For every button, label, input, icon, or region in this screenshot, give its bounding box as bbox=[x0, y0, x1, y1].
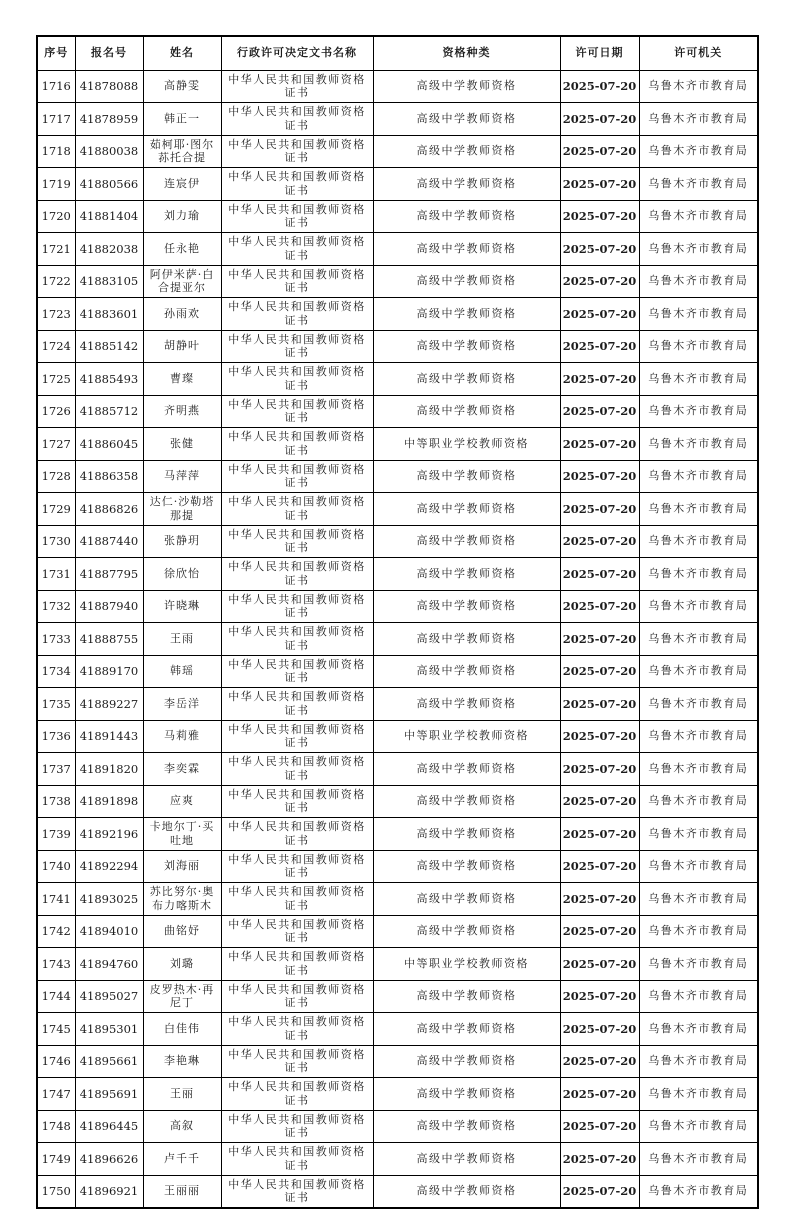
cell-registration-number: 41885493 bbox=[75, 363, 143, 396]
cell-person-name: 马萍萍 bbox=[143, 460, 221, 493]
cell-registration-number: 41893025 bbox=[75, 883, 143, 916]
cell-serial-number: 1732 bbox=[37, 590, 75, 623]
cell-registration-number: 41895691 bbox=[75, 1078, 143, 1111]
table-body bbox=[37, 70, 758, 1208]
cell-document-name: 中华人民共和国教师资格证书 bbox=[221, 330, 373, 363]
cell-license-date: 2025-07-20 bbox=[560, 265, 639, 298]
cell-qualification-type: 高级中学教师资格 bbox=[373, 1078, 560, 1111]
cell-qualification-type: 高级中学教师资格 bbox=[373, 655, 560, 688]
cell-registration-number: 41882038 bbox=[75, 233, 143, 266]
cell-license-date: 2025-07-20 bbox=[560, 753, 639, 786]
cell-registration-number: 41896445 bbox=[75, 1110, 143, 1143]
cell-document-name: 中华人民共和国教师资格证书 bbox=[221, 1175, 373, 1208]
cell-person-name: 韩瑶 bbox=[143, 655, 221, 688]
cell-qualification-type: 高级中学教师资格 bbox=[373, 785, 560, 818]
cell-serial-number: 1716 bbox=[37, 70, 75, 103]
cell-document-name: 中华人民共和国教师资格证书 bbox=[221, 103, 373, 136]
cell-serial-number: 1717 bbox=[37, 103, 75, 136]
cell-person-name: 李艳琳 bbox=[143, 1045, 221, 1078]
cell-license-date: 2025-07-20 bbox=[560, 623, 639, 656]
cell-registration-number: 41896626 bbox=[75, 1143, 143, 1176]
cell-registration-number: 41878959 bbox=[75, 103, 143, 136]
cell-document-name: 中华人民共和国教师资格证书 bbox=[221, 558, 373, 591]
cell-license-date: 2025-07-20 bbox=[560, 233, 639, 266]
cell-license-date: 2025-07-20 bbox=[560, 395, 639, 428]
cell-person-name: 皮罗热木·再尼丁 bbox=[143, 980, 221, 1013]
cell-person-name: 李岳洋 bbox=[143, 688, 221, 721]
cell-qualification-type: 高级中学教师资格 bbox=[373, 395, 560, 428]
cell-qualification-type: 高级中学教师资格 bbox=[373, 850, 560, 883]
cell-license-authority: 乌鲁木齐市教育局 bbox=[639, 493, 758, 526]
cell-person-name: 应爽 bbox=[143, 785, 221, 818]
cell-serial-number: 1736 bbox=[37, 720, 75, 753]
cell-qualification-type: 高级中学教师资格 bbox=[373, 915, 560, 948]
cell-registration-number: 41886045 bbox=[75, 428, 143, 461]
cell-person-name: 茹柯耶·图尔荪托合提 bbox=[143, 135, 221, 168]
column-header: 资格种类 bbox=[373, 36, 560, 70]
cell-person-name: 卡地尔丁·买吐地 bbox=[143, 818, 221, 851]
cell-registration-number: 41895661 bbox=[75, 1045, 143, 1078]
cell-person-name: 韩正一 bbox=[143, 103, 221, 136]
cell-registration-number: 41885712 bbox=[75, 395, 143, 428]
cell-document-name: 中华人民共和国教师资格证书 bbox=[221, 200, 373, 233]
table-row bbox=[37, 70, 758, 103]
table-row bbox=[37, 168, 758, 201]
cell-document-name: 中华人民共和国教师资格证书 bbox=[221, 1078, 373, 1111]
cell-license-date: 2025-07-20 bbox=[560, 915, 639, 948]
cell-serial-number: 1745 bbox=[37, 1013, 75, 1046]
cell-serial-number: 1718 bbox=[37, 135, 75, 168]
cell-qualification-type: 高级中学教师资格 bbox=[373, 233, 560, 266]
cell-qualification-type: 高级中学教师资格 bbox=[373, 525, 560, 558]
table-row bbox=[37, 1175, 758, 1208]
cell-serial-number: 1734 bbox=[37, 655, 75, 688]
table-row bbox=[37, 298, 758, 331]
cell-license-date: 2025-07-20 bbox=[560, 493, 639, 526]
cell-registration-number: 41883105 bbox=[75, 265, 143, 298]
cell-document-name: 中华人民共和国教师资格证书 bbox=[221, 850, 373, 883]
cell-serial-number: 1737 bbox=[37, 753, 75, 786]
cell-person-name: 刘力瑜 bbox=[143, 200, 221, 233]
cell-qualification-type: 高级中学教师资格 bbox=[373, 753, 560, 786]
cell-license-date: 2025-07-20 bbox=[560, 460, 639, 493]
cell-document-name: 中华人民共和国教师资格证书 bbox=[221, 655, 373, 688]
cell-registration-number: 41894010 bbox=[75, 915, 143, 948]
cell-registration-number: 41880038 bbox=[75, 135, 143, 168]
cell-qualification-type: 高级中学教师资格 bbox=[373, 460, 560, 493]
cell-person-name: 许晓琳 bbox=[143, 590, 221, 623]
cell-person-name: 曹璨 bbox=[143, 363, 221, 396]
cell-license-date: 2025-07-20 bbox=[560, 428, 639, 461]
cell-document-name: 中华人民共和国教师资格证书 bbox=[221, 590, 373, 623]
column-header: 许可日期 bbox=[560, 36, 639, 70]
cell-license-authority: 乌鲁木齐市教育局 bbox=[639, 590, 758, 623]
cell-serial-number: 1749 bbox=[37, 1143, 75, 1176]
table-row bbox=[37, 460, 758, 493]
cell-document-name: 中华人民共和国教师资格证书 bbox=[221, 233, 373, 266]
cell-license-date: 2025-07-20 bbox=[560, 590, 639, 623]
cell-registration-number: 41889170 bbox=[75, 655, 143, 688]
cell-serial-number: 1731 bbox=[37, 558, 75, 591]
cell-license-authority: 乌鲁木齐市教育局 bbox=[639, 883, 758, 916]
cell-person-name: 白佳伟 bbox=[143, 1013, 221, 1046]
cell-license-date: 2025-07-20 bbox=[560, 720, 639, 753]
cell-qualification-type: 高级中学教师资格 bbox=[373, 135, 560, 168]
cell-document-name: 中华人民共和国教师资格证书 bbox=[221, 70, 373, 103]
cell-qualification-type: 高级中学教师资格 bbox=[373, 818, 560, 851]
cell-qualification-type: 高级中学教师资格 bbox=[373, 688, 560, 721]
cell-serial-number: 1726 bbox=[37, 395, 75, 428]
license-table bbox=[36, 35, 759, 1209]
cell-registration-number: 41895027 bbox=[75, 980, 143, 1013]
table-row bbox=[37, 1078, 758, 1111]
cell-license-authority: 乌鲁木齐市教育局 bbox=[639, 915, 758, 948]
cell-registration-number: 41891820 bbox=[75, 753, 143, 786]
cell-document-name: 中华人民共和国教师资格证书 bbox=[221, 948, 373, 981]
cell-person-name: 张健 bbox=[143, 428, 221, 461]
cell-license-date: 2025-07-20 bbox=[560, 785, 639, 818]
cell-license-authority: 乌鲁木齐市教育局 bbox=[639, 525, 758, 558]
cell-document-name: 中华人民共和国教师资格证书 bbox=[221, 720, 373, 753]
cell-document-name: 中华人民共和国教师资格证书 bbox=[221, 265, 373, 298]
cell-document-name: 中华人民共和国教师资格证书 bbox=[221, 395, 373, 428]
cell-serial-number: 1747 bbox=[37, 1078, 75, 1111]
cell-person-name: 曲铭妤 bbox=[143, 915, 221, 948]
column-header: 行政许可决定文书名称 bbox=[221, 36, 373, 70]
cell-license-authority: 乌鲁木齐市教育局 bbox=[639, 720, 758, 753]
cell-qualification-type: 中等职业学校教师资格 bbox=[373, 428, 560, 461]
table-row bbox=[37, 1143, 758, 1176]
cell-license-authority: 乌鲁木齐市教育局 bbox=[639, 168, 758, 201]
table-row bbox=[37, 915, 758, 948]
cell-license-authority: 乌鲁木齐市教育局 bbox=[639, 850, 758, 883]
cell-document-name: 中华人民共和国教师资格证书 bbox=[221, 168, 373, 201]
cell-document-name: 中华人民共和国教师资格证书 bbox=[221, 298, 373, 331]
table-row bbox=[37, 980, 758, 1013]
cell-license-date: 2025-07-20 bbox=[560, 948, 639, 981]
table-row bbox=[37, 1045, 758, 1078]
cell-person-name: 齐明燕 bbox=[143, 395, 221, 428]
cell-document-name: 中华人民共和国教师资格证书 bbox=[221, 785, 373, 818]
table-row bbox=[37, 753, 758, 786]
cell-registration-number: 41885142 bbox=[75, 330, 143, 363]
cell-registration-number: 41896921 bbox=[75, 1175, 143, 1208]
cell-license-authority: 乌鲁木齐市教育局 bbox=[639, 103, 758, 136]
table-row bbox=[37, 720, 758, 753]
cell-license-authority: 乌鲁木齐市教育局 bbox=[639, 1175, 758, 1208]
cell-license-date: 2025-07-20 bbox=[560, 298, 639, 331]
cell-registration-number: 41886358 bbox=[75, 460, 143, 493]
cell-document-name: 中华人民共和国教师资格证书 bbox=[221, 883, 373, 916]
cell-document-name: 中华人民共和国教师资格证书 bbox=[221, 363, 373, 396]
cell-serial-number: 1744 bbox=[37, 980, 75, 1013]
cell-serial-number: 1746 bbox=[37, 1045, 75, 1078]
cell-qualification-type: 高级中学教师资格 bbox=[373, 330, 560, 363]
cell-registration-number: 41887940 bbox=[75, 590, 143, 623]
cell-document-name: 中华人民共和国教师资格证书 bbox=[221, 1013, 373, 1046]
cell-serial-number: 1725 bbox=[37, 363, 75, 396]
cell-license-authority: 乌鲁木齐市教育局 bbox=[639, 688, 758, 721]
cell-document-name: 中华人民共和国教师资格证书 bbox=[221, 915, 373, 948]
cell-license-authority: 乌鲁木齐市教育局 bbox=[639, 1143, 758, 1176]
cell-license-authority: 乌鲁木齐市教育局 bbox=[639, 395, 758, 428]
cell-license-authority: 乌鲁木齐市教育局 bbox=[639, 363, 758, 396]
cell-person-name: 王丽丽 bbox=[143, 1175, 221, 1208]
table-row bbox=[37, 818, 758, 851]
cell-license-authority: 乌鲁木齐市教育局 bbox=[639, 818, 758, 851]
cell-license-authority: 乌鲁木齐市教育局 bbox=[639, 948, 758, 981]
cell-license-date: 2025-07-20 bbox=[560, 688, 639, 721]
cell-serial-number: 1729 bbox=[37, 493, 75, 526]
cell-serial-number: 1750 bbox=[37, 1175, 75, 1208]
table-row bbox=[37, 688, 758, 721]
cell-person-name: 王丽 bbox=[143, 1078, 221, 1111]
cell-license-date: 2025-07-20 bbox=[560, 818, 639, 851]
cell-qualification-type: 高级中学教师资格 bbox=[373, 1110, 560, 1143]
cell-person-name: 李奕霖 bbox=[143, 753, 221, 786]
cell-document-name: 中华人民共和国教师资格证书 bbox=[221, 1110, 373, 1143]
cell-license-date: 2025-07-20 bbox=[560, 363, 639, 396]
table-row bbox=[37, 135, 758, 168]
table-row bbox=[37, 785, 758, 818]
cell-serial-number: 1739 bbox=[37, 818, 75, 851]
cell-license-authority: 乌鲁木齐市教育局 bbox=[639, 70, 758, 103]
table-row bbox=[37, 363, 758, 396]
table-row bbox=[37, 200, 758, 233]
cell-document-name: 中华人民共和国教师资格证书 bbox=[221, 1045, 373, 1078]
table-row bbox=[37, 103, 758, 136]
cell-license-date: 2025-07-20 bbox=[560, 168, 639, 201]
cell-person-name: 达仁·沙勒塔那提 bbox=[143, 493, 221, 526]
column-header: 许可机关 bbox=[639, 36, 758, 70]
cell-serial-number: 1742 bbox=[37, 915, 75, 948]
cell-person-name: 孙雨欢 bbox=[143, 298, 221, 331]
cell-license-date: 2025-07-20 bbox=[560, 1175, 639, 1208]
cell-license-authority: 乌鲁木齐市教育局 bbox=[639, 1013, 758, 1046]
cell-license-authority: 乌鲁木齐市教育局 bbox=[639, 1078, 758, 1111]
cell-license-date: 2025-07-20 bbox=[560, 525, 639, 558]
cell-document-name: 中华人民共和国教师资格证书 bbox=[221, 525, 373, 558]
cell-license-authority: 乌鲁木齐市教育局 bbox=[639, 655, 758, 688]
table-row bbox=[37, 233, 758, 266]
cell-registration-number: 41891443 bbox=[75, 720, 143, 753]
cell-serial-number: 1720 bbox=[37, 200, 75, 233]
cell-person-name: 徐欣怡 bbox=[143, 558, 221, 591]
cell-serial-number: 1730 bbox=[37, 525, 75, 558]
cell-license-date: 2025-07-20 bbox=[560, 850, 639, 883]
cell-serial-number: 1740 bbox=[37, 850, 75, 883]
table-row bbox=[37, 883, 758, 916]
column-header: 序号 bbox=[37, 36, 75, 70]
cell-license-date: 2025-07-20 bbox=[560, 1110, 639, 1143]
table-row bbox=[37, 265, 758, 298]
cell-person-name: 苏比努尔·奥布力喀斯木 bbox=[143, 883, 221, 916]
cell-qualification-type: 高级中学教师资格 bbox=[373, 298, 560, 331]
cell-license-date: 2025-07-20 bbox=[560, 200, 639, 233]
cell-license-authority: 乌鲁木齐市教育局 bbox=[639, 558, 758, 591]
header-row bbox=[37, 36, 758, 70]
cell-document-name: 中华人民共和国教师资格证书 bbox=[221, 623, 373, 656]
cell-license-date: 2025-07-20 bbox=[560, 883, 639, 916]
cell-person-name: 卢千千 bbox=[143, 1143, 221, 1176]
table-row bbox=[37, 948, 758, 981]
cell-serial-number: 1724 bbox=[37, 330, 75, 363]
cell-license-authority: 乌鲁木齐市教育局 bbox=[639, 1045, 758, 1078]
cell-registration-number: 41878088 bbox=[75, 70, 143, 103]
cell-qualification-type: 高级中学教师资格 bbox=[373, 883, 560, 916]
cell-person-name: 马莉雅 bbox=[143, 720, 221, 753]
cell-person-name: 胡静叶 bbox=[143, 330, 221, 363]
cell-license-date: 2025-07-20 bbox=[560, 1143, 639, 1176]
cell-registration-number: 41892294 bbox=[75, 850, 143, 883]
cell-qualification-type: 中等职业学校教师资格 bbox=[373, 720, 560, 753]
cell-document-name: 中华人民共和国教师资格证书 bbox=[221, 753, 373, 786]
table-row bbox=[37, 428, 758, 461]
cell-person-name: 张静玥 bbox=[143, 525, 221, 558]
cell-serial-number: 1722 bbox=[37, 265, 75, 298]
cell-license-date: 2025-07-20 bbox=[560, 1078, 639, 1111]
cell-license-date: 2025-07-20 bbox=[560, 1045, 639, 1078]
cell-qualification-type: 高级中学教师资格 bbox=[373, 1045, 560, 1078]
table-row bbox=[37, 558, 758, 591]
cell-qualification-type: 高级中学教师资格 bbox=[373, 168, 560, 201]
cell-qualification-type: 高级中学教师资格 bbox=[373, 265, 560, 298]
cell-license-date: 2025-07-20 bbox=[560, 655, 639, 688]
cell-license-date: 2025-07-20 bbox=[560, 1013, 639, 1046]
cell-qualification-type: 高级中学教师资格 bbox=[373, 1175, 560, 1208]
cell-registration-number: 41888755 bbox=[75, 623, 143, 656]
cell-qualification-type: 中等职业学校教师资格 bbox=[373, 948, 560, 981]
cell-serial-number: 1719 bbox=[37, 168, 75, 201]
cell-document-name: 中华人民共和国教师资格证书 bbox=[221, 460, 373, 493]
table-row bbox=[37, 493, 758, 526]
cell-person-name: 连宸伊 bbox=[143, 168, 221, 201]
cell-registration-number: 41891898 bbox=[75, 785, 143, 818]
cell-license-authority: 乌鲁木齐市教育局 bbox=[639, 623, 758, 656]
cell-person-name: 刘璐 bbox=[143, 948, 221, 981]
table-row bbox=[37, 1110, 758, 1143]
cell-license-date: 2025-07-20 bbox=[560, 980, 639, 1013]
cell-license-authority: 乌鲁木齐市教育局 bbox=[639, 753, 758, 786]
cell-license-date: 2025-07-20 bbox=[560, 70, 639, 103]
cell-serial-number: 1721 bbox=[37, 233, 75, 266]
cell-document-name: 中华人民共和国教师资格证书 bbox=[221, 818, 373, 851]
cell-license-authority: 乌鲁木齐市教育局 bbox=[639, 980, 758, 1013]
cell-serial-number: 1741 bbox=[37, 883, 75, 916]
cell-document-name: 中华人民共和国教师资格证书 bbox=[221, 688, 373, 721]
cell-license-date: 2025-07-20 bbox=[560, 330, 639, 363]
cell-serial-number: 1728 bbox=[37, 460, 75, 493]
column-header: 报名号 bbox=[75, 36, 143, 70]
cell-qualification-type: 高级中学教师资格 bbox=[373, 558, 560, 591]
cell-registration-number: 41883601 bbox=[75, 298, 143, 331]
cell-registration-number: 41887440 bbox=[75, 525, 143, 558]
cell-license-authority: 乌鲁木齐市教育局 bbox=[639, 298, 758, 331]
cell-registration-number: 41881404 bbox=[75, 200, 143, 233]
table-row bbox=[37, 1013, 758, 1046]
cell-license-authority: 乌鲁木齐市教育局 bbox=[639, 135, 758, 168]
cell-license-authority: 乌鲁木齐市教育局 bbox=[639, 265, 758, 298]
cell-license-authority: 乌鲁木齐市教育局 bbox=[639, 330, 758, 363]
cell-license-authority: 乌鲁木齐市教育局 bbox=[639, 1110, 758, 1143]
cell-license-authority: 乌鲁木齐市教育局 bbox=[639, 785, 758, 818]
column-header: 姓名 bbox=[143, 36, 221, 70]
cell-serial-number: 1727 bbox=[37, 428, 75, 461]
cell-document-name: 中华人民共和国教师资格证书 bbox=[221, 1143, 373, 1176]
cell-serial-number: 1748 bbox=[37, 1110, 75, 1143]
cell-license-authority: 乌鲁木齐市教育局 bbox=[639, 460, 758, 493]
cell-registration-number: 41894760 bbox=[75, 948, 143, 981]
cell-license-authority: 乌鲁木齐市教育局 bbox=[639, 428, 758, 461]
cell-registration-number: 41892196 bbox=[75, 818, 143, 851]
cell-person-name: 任永艳 bbox=[143, 233, 221, 266]
cell-serial-number: 1743 bbox=[37, 948, 75, 981]
cell-person-name: 高静雯 bbox=[143, 70, 221, 103]
cell-serial-number: 1738 bbox=[37, 785, 75, 818]
cell-document-name: 中华人民共和国教师资格证书 bbox=[221, 493, 373, 526]
cell-person-name: 高叙 bbox=[143, 1110, 221, 1143]
table-row bbox=[37, 525, 758, 558]
cell-qualification-type: 高级中学教师资格 bbox=[373, 103, 560, 136]
table-row bbox=[37, 330, 758, 363]
table-row bbox=[37, 395, 758, 428]
cell-registration-number: 41880566 bbox=[75, 168, 143, 201]
cell-document-name: 中华人民共和国教师资格证书 bbox=[221, 980, 373, 1013]
cell-serial-number: 1735 bbox=[37, 688, 75, 721]
cell-person-name: 王雨 bbox=[143, 623, 221, 656]
table-row bbox=[37, 590, 758, 623]
cell-registration-number: 41895301 bbox=[75, 1013, 143, 1046]
cell-serial-number: 1733 bbox=[37, 623, 75, 656]
table-row bbox=[37, 655, 758, 688]
cell-qualification-type: 高级中学教师资格 bbox=[373, 363, 560, 396]
cell-license-authority: 乌鲁木齐市教育局 bbox=[639, 200, 758, 233]
cell-registration-number: 41887795 bbox=[75, 558, 143, 591]
cell-qualification-type: 高级中学教师资格 bbox=[373, 1143, 560, 1176]
cell-qualification-type: 高级中学教师资格 bbox=[373, 200, 560, 233]
cell-qualification-type: 高级中学教师资格 bbox=[373, 493, 560, 526]
table-row bbox=[37, 623, 758, 656]
cell-document-name: 中华人民共和国教师资格证书 bbox=[221, 135, 373, 168]
cell-registration-number: 41886826 bbox=[75, 493, 143, 526]
cell-serial-number: 1723 bbox=[37, 298, 75, 331]
cell-document-name: 中华人民共和国教师资格证书 bbox=[221, 428, 373, 461]
cell-qualification-type: 高级中学教师资格 bbox=[373, 1013, 560, 1046]
cell-qualification-type: 高级中学教师资格 bbox=[373, 590, 560, 623]
cell-qualification-type: 高级中学教师资格 bbox=[373, 980, 560, 1013]
cell-person-name: 阿伊米萨·白合提亚尔 bbox=[143, 265, 221, 298]
cell-qualification-type: 高级中学教师资格 bbox=[373, 70, 560, 103]
cell-license-date: 2025-07-20 bbox=[560, 103, 639, 136]
cell-qualification-type: 高级中学教师资格 bbox=[373, 623, 560, 656]
cell-license-authority: 乌鲁木齐市教育局 bbox=[639, 233, 758, 266]
cell-registration-number: 41889227 bbox=[75, 688, 143, 721]
cell-person-name: 刘海丽 bbox=[143, 850, 221, 883]
cell-license-date: 2025-07-20 bbox=[560, 558, 639, 591]
cell-license-date: 2025-07-20 bbox=[560, 135, 639, 168]
table-row bbox=[37, 850, 758, 883]
